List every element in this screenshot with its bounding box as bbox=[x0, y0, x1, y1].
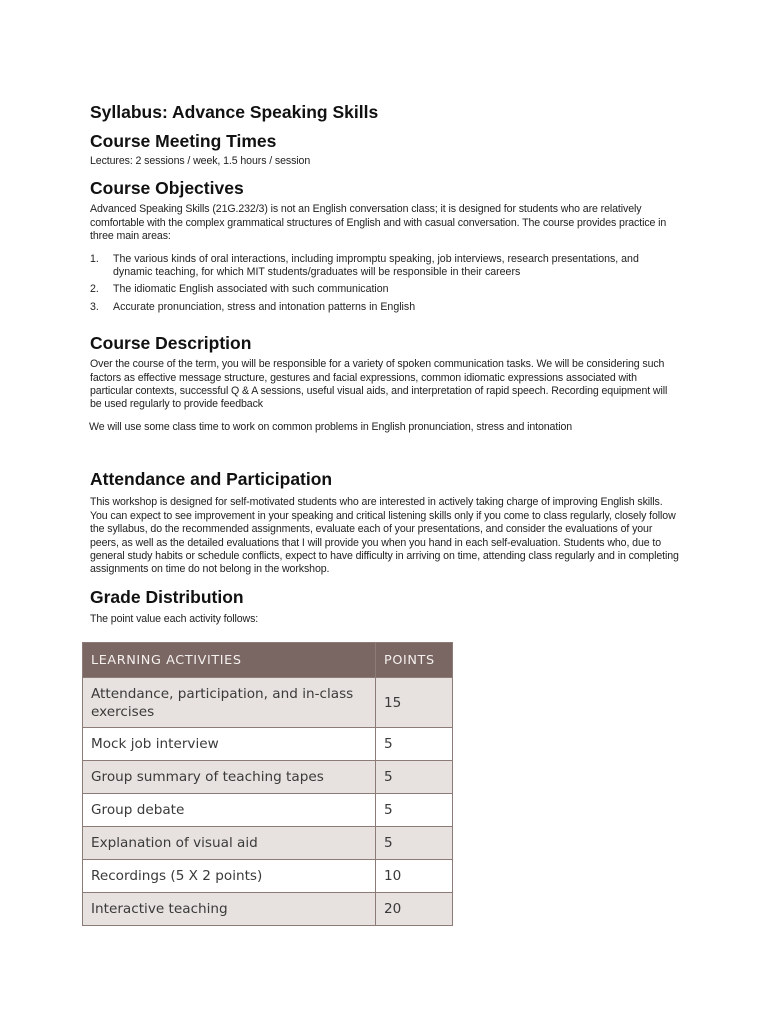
table-row bbox=[83, 893, 453, 926]
table-row bbox=[83, 794, 453, 827]
objectives-list bbox=[90, 253, 680, 315]
list-item bbox=[90, 253, 680, 280]
page-title: Syllabus: Advance Speaking Skills bbox=[90, 102, 379, 122]
points-cell: 20 bbox=[376, 893, 453, 926]
table-row bbox=[83, 860, 453, 893]
description-text-2: We will use some class time to work on common problems in English pronunciation, stress and intonation bbox=[89, 420, 573, 433]
grade-distribution-intro: The point value each activity follows: bbox=[90, 612, 259, 625]
points-cell: 5 bbox=[376, 761, 453, 794]
activity-cell: Recordings (5 X 2 points) bbox=[83, 860, 376, 893]
objectives-heading: Course Objectives bbox=[90, 178, 244, 199]
activity-cell: Interactive teaching bbox=[83, 893, 376, 926]
table-row bbox=[83, 827, 453, 860]
list-item-text: The various kinds of oral interactions, including impromptu speaking, job interviews, research presentations, and dynamic teaching, for which MIT students/graduates will be responsible in their careers bbox=[113, 252, 639, 279]
activity-cell: Group debate bbox=[83, 794, 376, 827]
activity-cell: Mock job interview bbox=[83, 728, 376, 761]
list-item-text: Accurate pronunciation, stress and intonation patterns in English bbox=[113, 300, 416, 313]
activity-cell: Explanation of visual aid bbox=[83, 827, 376, 860]
points-cell: 5 bbox=[376, 728, 453, 761]
points-cell: 5 bbox=[376, 827, 453, 860]
meeting-times-heading: Course Meeting Times bbox=[90, 131, 277, 151]
attendance-heading: Attendance and Participation bbox=[90, 469, 333, 490]
grade-distribution-heading: Grade Distribution bbox=[90, 586, 244, 607]
list-item bbox=[90, 301, 680, 314]
table-row bbox=[83, 728, 453, 761]
document-page bbox=[90, 98, 680, 626]
attendance-text: This workshop is designed for self-motivated students who are interested in actively taking charge of improving English skills. You can expect to see improvement in your speaking and critical listening skills only if you come to class regularly, closely follow the syllabus, do the recommended assignments, evaluate each of your presentations, and consider the evaluations of your peers, as well as the detailed evaluations that I will provide you when you hand in each self-evaluation. Students who, due to general study habits or schedule conflicts, expect to have difficulty in arriving on time, attending class regularly and in completing assignments on time do not belong in the workshop. bbox=[90, 496, 679, 576]
table-header-row bbox=[83, 643, 453, 678]
list-item-number: 1. bbox=[90, 252, 99, 265]
grade-table bbox=[82, 642, 453, 926]
column-header-points: POINTS bbox=[376, 643, 453, 678]
points-cell: 5 bbox=[376, 794, 453, 827]
activity-cell: Attendance, participation, and in-class exercises bbox=[83, 678, 376, 728]
meeting-times-text: Lectures: 2 sessions / week, 1.5 hours / session bbox=[90, 155, 311, 167]
description-heading: Course Description bbox=[90, 333, 252, 354]
description-text: Over the course of the term, you will be responsible for a variety of spoken communication tasks. We will be considering such factors as effective message structure, gestures and facial expressions, common idiomatic expressions associated with particular contexts, successful Q & A sessions, useful visual aids, and interpretation of rapid speech. Recording equipment will be used regularly to provide feedback bbox=[90, 358, 668, 411]
objectives-intro: Advanced Speaking Skills (21G.232/3) is not an English conversation class; it is designed for students who are relatively comfortable with the complex grammatical structures of English and with casual conversation. The course provides practice in three main areas: bbox=[90, 203, 667, 243]
list-item-number: 2. bbox=[90, 283, 99, 296]
points-cell: 10 bbox=[376, 860, 453, 893]
activity-cell: Group summary of teaching tapes bbox=[83, 761, 376, 794]
column-header-activities: LEARNING ACTIVITIES bbox=[83, 643, 376, 678]
table-row bbox=[83, 678, 453, 728]
table-row bbox=[83, 761, 453, 794]
list-item-number: 3. bbox=[90, 300, 99, 313]
points-cell: 15 bbox=[376, 678, 453, 728]
list-item-text: The idiomatic English associated with such communication bbox=[113, 283, 389, 296]
list-item bbox=[90, 283, 680, 296]
